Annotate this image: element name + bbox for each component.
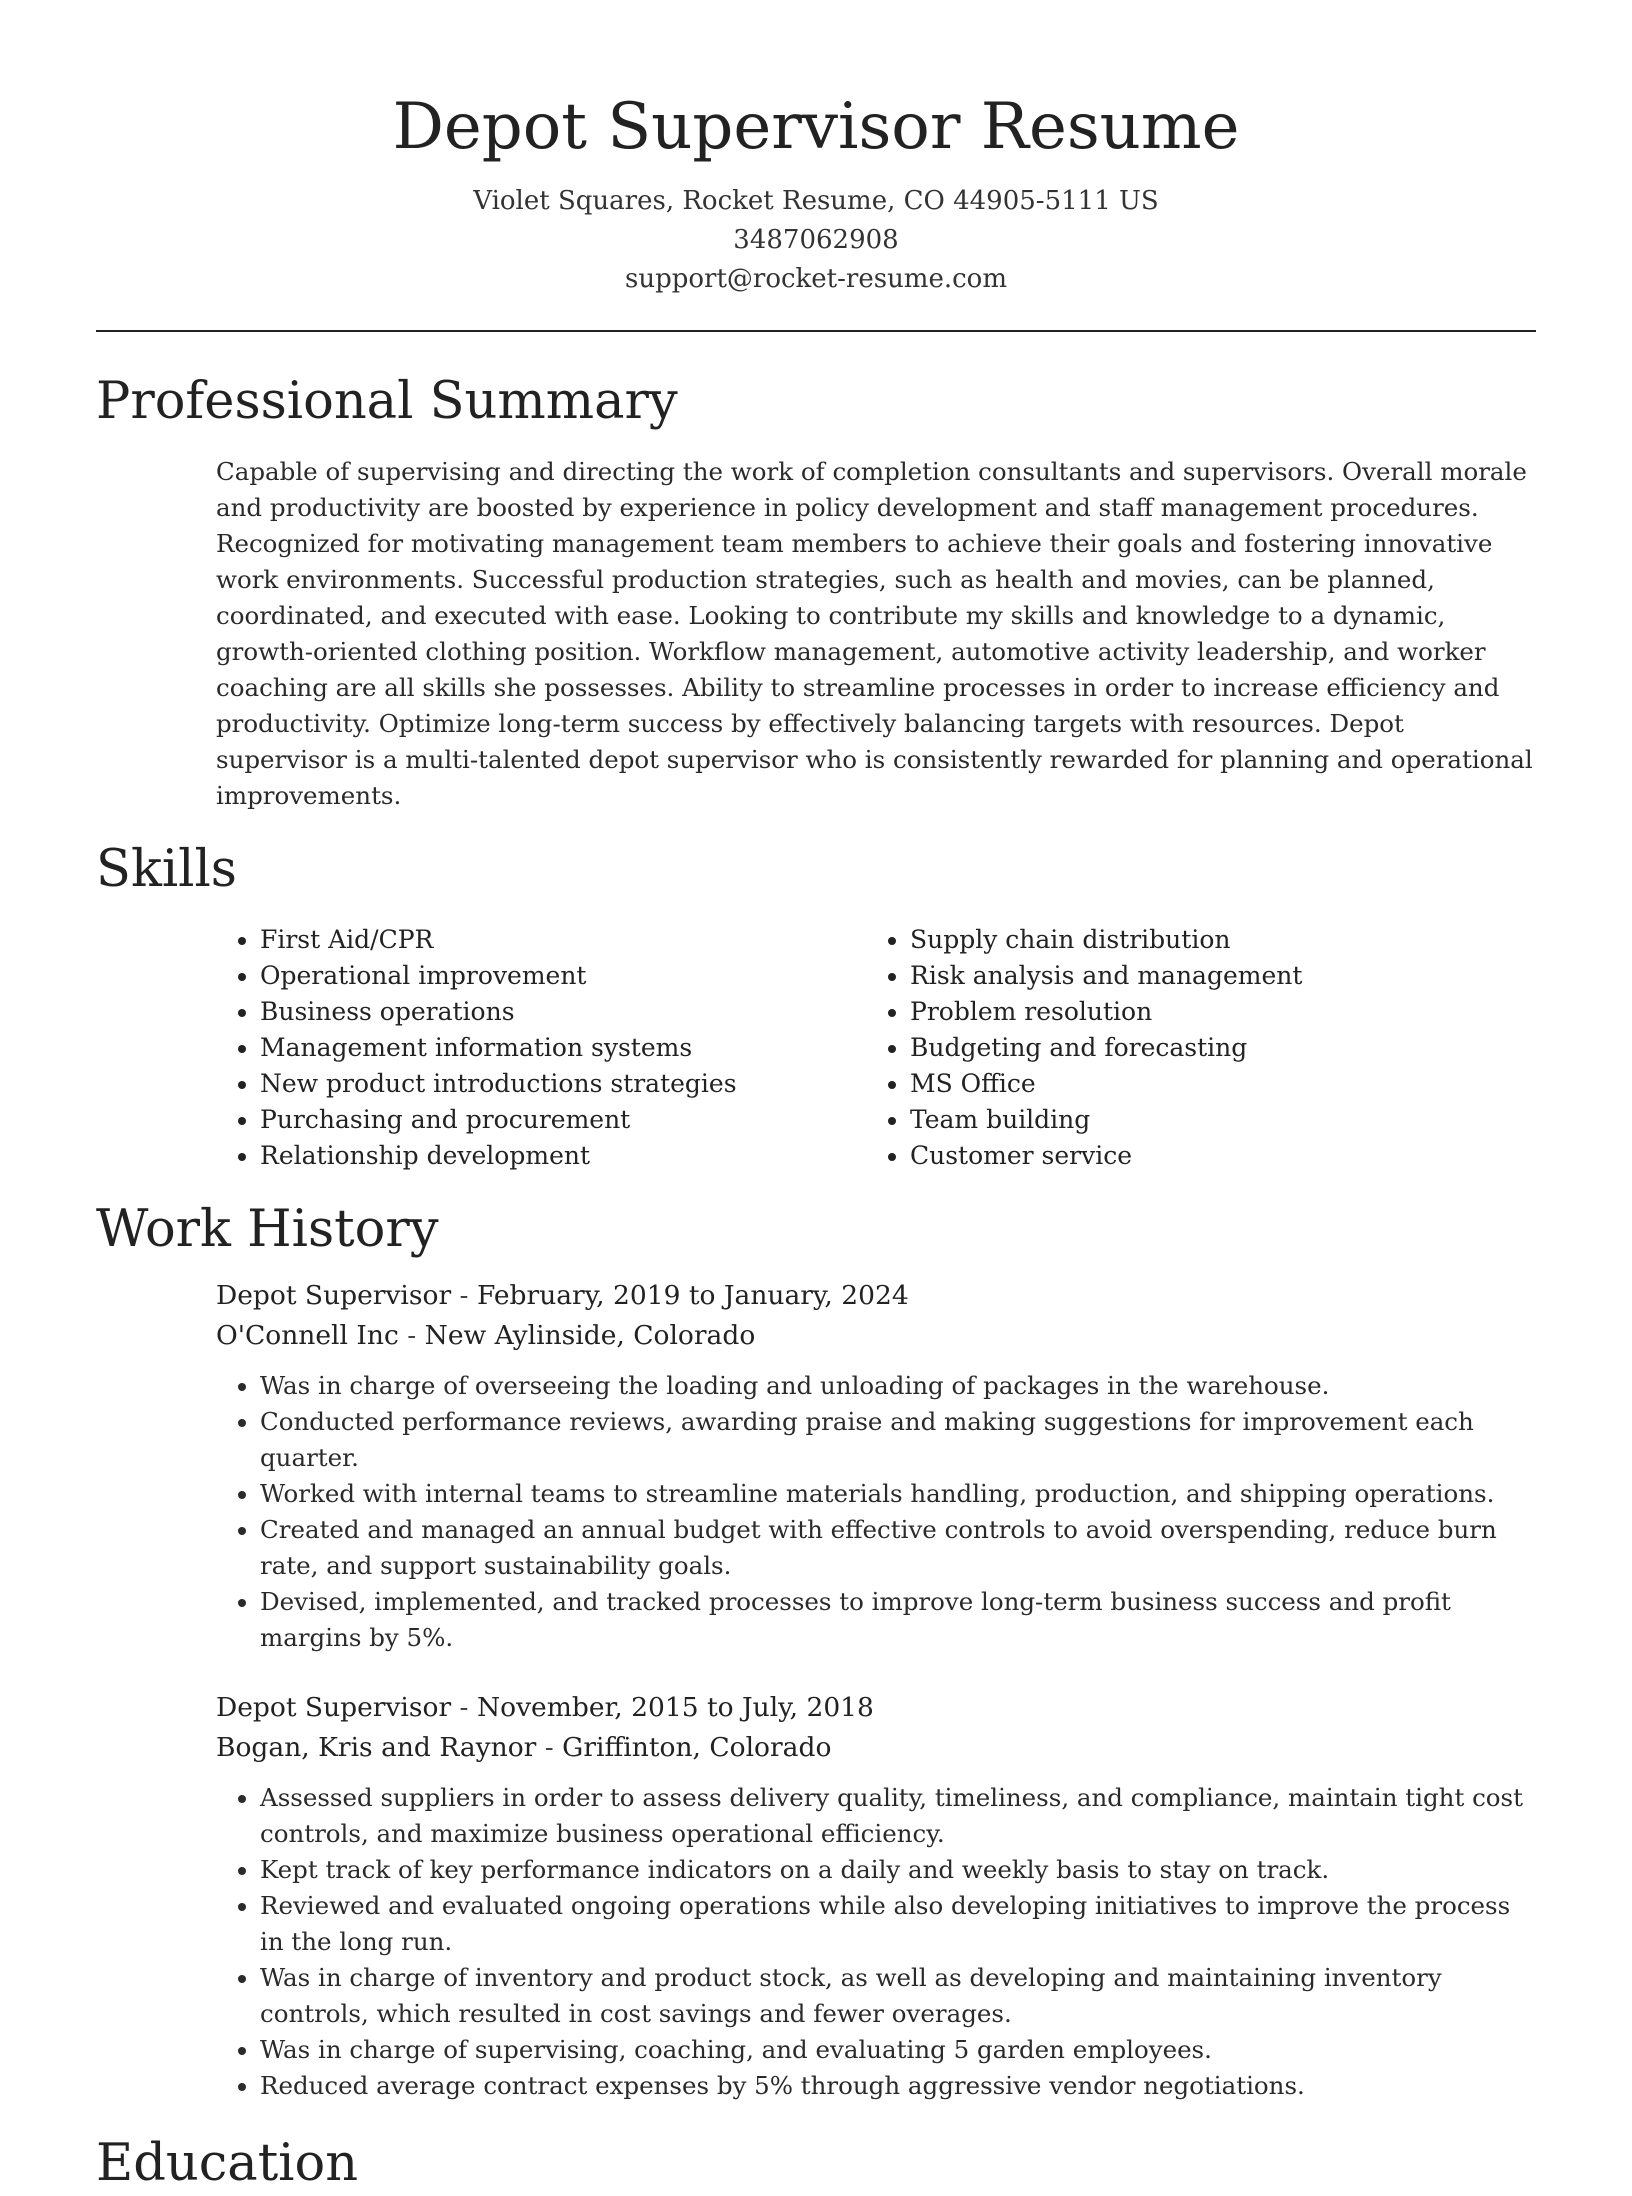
job-bullet: • Devised, implemented, and tracked processes to improve long-term business success and profit margins by 5%.	[260, 1584, 1536, 1656]
resume-header	[96, 0, 1536, 299]
contact-block	[96, 182, 1536, 299]
skills-list-right	[746, 922, 1510, 1174]
contact-email: support@rocket-resume.com	[624, 264, 1007, 294]
job-bullets	[216, 1780, 1536, 2104]
skill-item: • MS Office	[910, 1066, 1510, 1102]
job-bullet: • Created and managed an annual budget with effective controls to avoid overspending, reduce burn rate, and support sustainability goals.	[260, 1512, 1536, 1584]
section-title-work-history: Work History	[96, 1200, 439, 1259]
skill-item: • Purchasing and procurement	[260, 1102, 746, 1138]
job-role: Depot Supervisor	[216, 1280, 452, 1311]
job-bullet: • Worked with internal teams to streamline materials handling, production, and shipping operations.	[260, 1476, 1536, 1512]
job-bullet: • Was in charge of overseeing the loading and unloading of packages in the warehouse.	[260, 1368, 1536, 1404]
section-title-skills: Skills	[96, 840, 237, 899]
skill-item: • Relationship development	[260, 1138, 746, 1174]
skill-item: • Business operations	[260, 994, 746, 1030]
job-company-line: O'Connell Inc - New Aylinside, Colorado	[216, 1320, 756, 1351]
job-entry	[216, 1688, 1536, 2104]
skill-item: • Problem resolution	[910, 994, 1510, 1030]
section-title-education: Education	[96, 2134, 359, 2193]
skill-item: • Budgeting and forecasting	[910, 1030, 1510, 1066]
skills-columns	[96, 922, 1536, 1174]
skill-item: • New product introductions strategies	[260, 1066, 746, 1102]
skill-item: • Customer service	[910, 1138, 1510, 1174]
job-bullet: • Reviewed and evaluated ongoing operations while also developing initiatives to improve the process in the long run.	[260, 1888, 1536, 1960]
job-entry	[216, 1276, 1536, 1656]
skill-item: • First Aid/CPR	[260, 922, 746, 958]
job-location: New Aylinside, Colorado	[424, 1320, 756, 1351]
skills-list-left	[96, 922, 746, 1174]
job-bullet: • Reduced average contract expenses by 5% through aggressive vendor negotiations.	[260, 2068, 1536, 2104]
job-company-line: Bogan, Kris and Raynor - Griffinton, Colorado	[216, 1732, 832, 1763]
job-role: Depot Supervisor	[216, 1692, 452, 1723]
skill-item: • Team building	[910, 1102, 1510, 1138]
job-role-line: Depot Supervisor - November, 2015 to July, 2018	[216, 1692, 874, 1723]
skill-item: • Operational improvement	[260, 958, 746, 994]
header-divider	[96, 330, 1536, 332]
skill-item: • Management information systems	[260, 1030, 746, 1066]
job-bullet: • Assessed suppliers in order to assess delivery quality, timeliness, and compliance, maintain tight cost controls, and maximize business operational efficiency.	[260, 1780, 1536, 1852]
job-location: Griffinton, Colorado	[562, 1732, 832, 1763]
job-dates: November, 2015 to July, 2018	[476, 1692, 874, 1723]
job-bullet: • Was in charge of supervising, coaching, and evaluating 5 garden employees.	[260, 2032, 1536, 2068]
summary-text: Capable of supervising and directing the work of completion consultants and supervisors. Overall morale and productivity are boosted by experience in policy development and staff management procedures. Recognized for motivating management team members to achieve their goals and fostering innovative work environments. Successful production strategies, such as health and movies, can be planned, coordinated, and executed with ease. Looking to contribute my skills and knowledge to a dynamic, growth-oriented clothing position. Workflow management, automotive activity leadership, and worker coaching are all skills she possesses. Ability to streamline processes in order to increase efficiency and productivity. Optimize long-term success by effectively balancing targets with resources. Depot supervisor is a multi-talented depot supervisor who is consistently rewarded for planning and operational improvements.	[216, 457, 1533, 810]
job-bullet: • Kept track of key performance indicators on a daily and weekly basis to stay on track.	[260, 1852, 1536, 1888]
job-company: O'Connell Inc	[216, 1320, 399, 1351]
job-role-line: Depot Supervisor - February, 2019 to January, 2024	[216, 1280, 909, 1311]
job-bullets	[216, 1368, 1536, 1656]
resume-title: Depot Supervisor Resume	[392, 90, 1240, 164]
contact-address: Violet Squares, Rocket Resume, CO 44905-5111 US	[473, 186, 1159, 216]
job-bullet: • Conducted performance reviews, awarding praise and making suggestions for improvement each quarter.	[260, 1404, 1536, 1476]
job-bullet: • Was in charge of inventory and product stock, as well as developing and maintaining inventory controls, which resulted in cost savings and fewer overages.	[260, 1960, 1536, 2032]
skill-item: • Risk analysis and management	[910, 958, 1510, 994]
job-dates: February, 2019 to January, 2024	[476, 1280, 909, 1311]
section-title-summary: Professional Summary	[96, 372, 678, 431]
resume-page	[96, 0, 1536, 2196]
job-company: Bogan, Kris and Raynor	[216, 1732, 537, 1763]
contact-phone: 3487062908	[733, 225, 899, 255]
skill-item: • Supply chain distribution	[910, 922, 1510, 958]
